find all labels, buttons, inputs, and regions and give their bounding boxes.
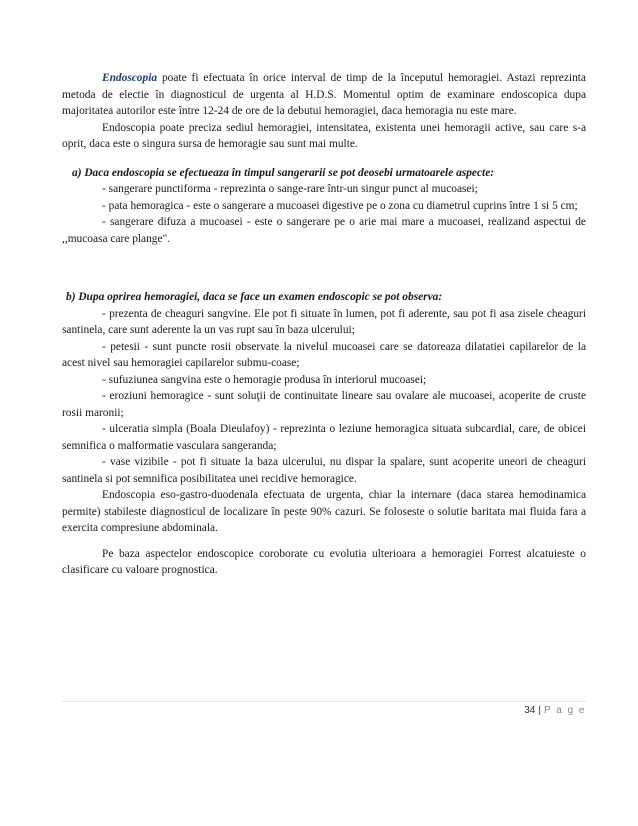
section-b-item: - sufuziunea sangvina este o hemoragie produsa în interiorul mucoasei; (102, 373, 427, 386)
section-b-item: - eroziuni hemoragice - sunt soluţii de continuitate lineare sau ovalare ale mucoasei, acoperite de cruste rosii maronii; (62, 390, 586, 419)
section-b-closing: Endoscopia eso-gastro-duodenala efectuata de urgenta, chiar la internare (daca starea hemodinamica permite) stabileste diagnosticul de localizare în peste 90% cazuri. Se foloseste o solutie baritata mai fluida fara a exercita compresiune abdominala. (62, 489, 586, 534)
section-b-item: - vase vizibile - pot fi situate la baza ulcerului, nu dispar la spalare, sunt acoperite uneori de cheaguri santinela si pot semnifica posibilitatea unei recidive hemoragice. (62, 456, 586, 485)
intro-term: Endoscopia (102, 72, 158, 84)
page-footer (524, 705, 586, 716)
section-b-item: - ulceratia simpla (Boala Dieulafoy) - reprezinta o leziune hemoragica situata subcardial, care, de obicei semnifica o malformatie vasculara sangeranda; (62, 423, 586, 452)
section-b-item: - petesii - sunt puncte rosii observate la nivelul mucoasei care se datoreaza dilatatiei capilarelor de la acest nivel sau hemoragiei capilarelor submu-coase; (62, 340, 586, 369)
section-b-heading: b) Dupa oprirea hemoragiei, daca se face un examen endoscopic se pot observa: (66, 291, 443, 303)
page-number: 34 (524, 705, 536, 716)
section-a-item: - pata hemoragica - este o sangerare a mucoasei digestive pe o zona cu diametrul cuprins între 1 si 5 cm; (102, 199, 578, 212)
paragraph-2: Endoscopia poate preciza sediul hemoragiei, intensitatea, existenta unei hemoragii active, sau care s-a oprit, daca este o singura sursa de hemoragie sau sunt mai multe. (62, 121, 586, 150)
section-a-item: - sangerare difuza a mucoasei - este o sangerare pe o arie mai mare a mucoasei, realizand aspectui de ,,mucoasa care plange". (62, 216, 586, 245)
footer-divider (62, 701, 586, 702)
page-label: P a g e (543, 705, 586, 716)
intro-text: poate fi efectuata în orice interval de timp de la începutul hemoragiei. Astazi reprezinta metoda de electie în diagnosticul de urgenta al H.D.S. Momentul optim de examinare endoscopica dupa majoritatea autorilor este între 12-24 de ore de la debutui hemoragiei, daca hemoragia nu este mare. (62, 72, 586, 117)
final-paragraph: Pe baza aspectelor endoscopice coroborate cu evolutia ulterioara a hemoragiei Forrest alcatuieste o clasificare cu valoare prognostica. (62, 547, 586, 576)
section-a-heading: a) Daca endoscopia se efectueaza în timpul sangerarii se pot deosebi urmatoarele aspecte: (72, 166, 495, 179)
footer-separator: | (538, 705, 541, 716)
section-a-item: - sangerare punctiforma - reprezinta o sange-rare într-un singur punct al mucoasei; (102, 183, 478, 195)
document-body (62, 70, 586, 579)
section-b-item: - prezenta de cheaguri sangvine. Ele pot fi situate în lumen, pot fi aderente, sau pot fi asa zisele cheaguri santinela, care sunt aderente la un vas rupt sau în baza ulcerului; (62, 307, 586, 336)
intro-paragraph (62, 70, 586, 120)
